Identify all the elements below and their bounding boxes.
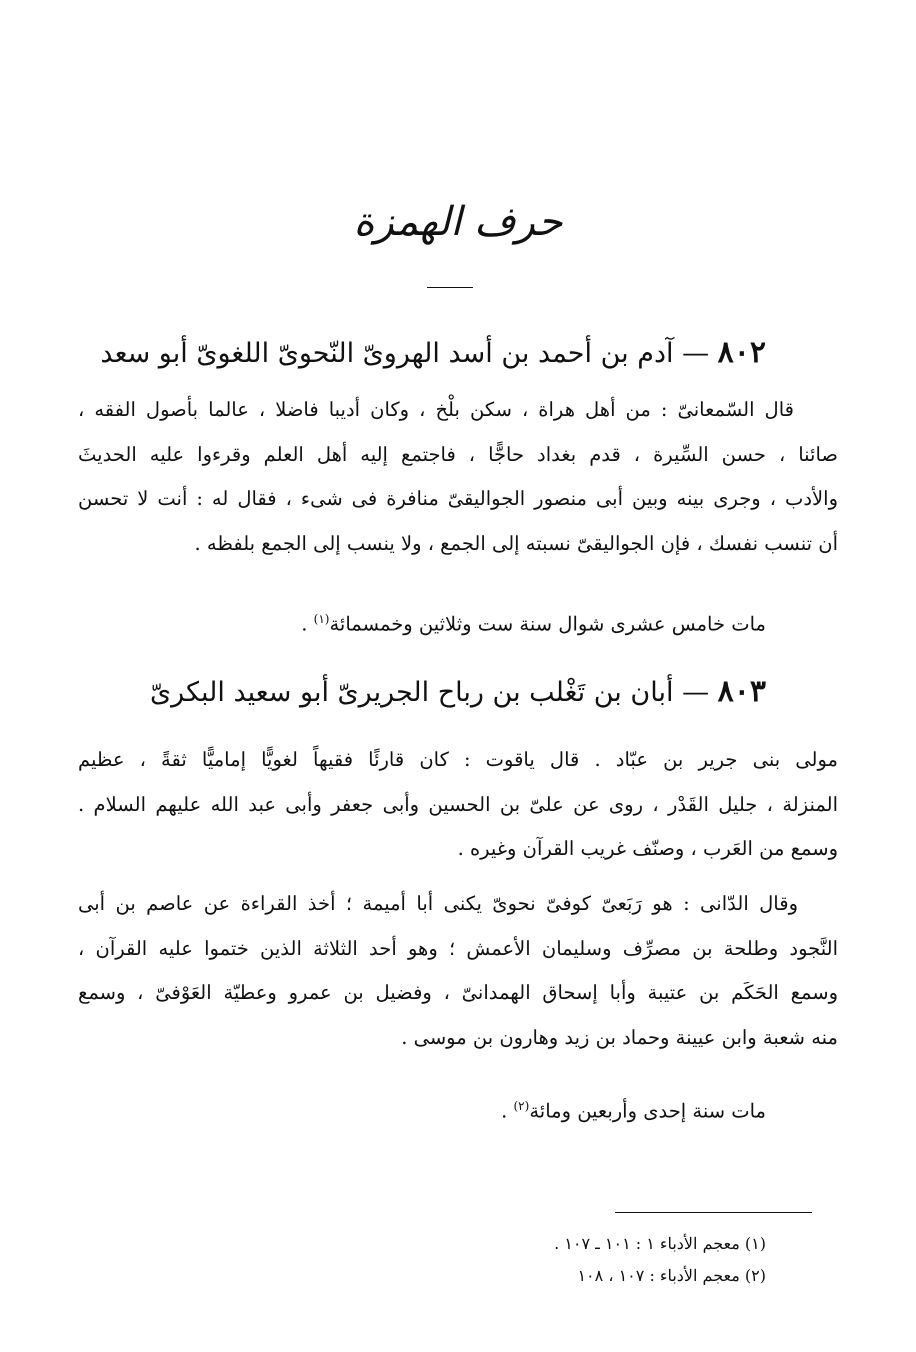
text-line: وقال الدّانى : هو رَبَعىّ كوفىّ نحوىّ يكنى أبا أميمة ؛ أخذ القراءة عن عاصم بن أبى [78,892,798,915]
text-line: صائنا ، حسن السِّيرة ، قدم بغداد حاجًّا ، فاجتمع إليه أهل العلم وقرءوا عليه الحديثَ [78,442,838,466]
text-line: المنزلة ، جليل القَدْر ، روى عن علىّ بن الحسين وأبى جعفر وأبى عبد الله عليهم السلام . [78,792,838,816]
entry-heading-802 [66,333,766,374]
entry-803-paragraph-2 [78,882,838,1060]
entry-heading-803 [66,672,766,713]
entry-dash: — [682,338,710,369]
footnote-divider [615,1212,812,1213]
entry-802-paragraph-2 [260,597,766,647]
text-line: النَّجود وطلحة بن مصرِّف وسليمان الأعمش ؛ وهو أحد الثلاثة الذين ختموا عليه القرآن ، [78,936,838,960]
death-text: مات سنة إحدى وأربعين ومائة [529,1099,766,1123]
text-line: قال السّمعانىّ : من أهل هراة ، سكن بلْخ ، وكان أديبا فاضلا ، عالما بأصول الفقه ، [78,398,794,421]
text-line [260,597,766,647]
entry-803-paragraph-3 [400,1084,766,1134]
text-line: والأدب ، وجرى بينه وبين أبى منصور الجواليقىّ منافرة فى شىء ، فقال له : أنت لا تحسن [78,487,838,510]
entry-dash: — [682,677,710,708]
entry-803-paragraph-1 [78,738,838,872]
entry-number: ٨٠٢ [717,335,766,370]
text-line: أن تنسب نفسك ، فإن الجواليقىّ نسبته إلى الجمع ، ولا ينسب إلى الجمع بلفظه . [194,531,838,555]
text-line: وسمع من العَرب ، وصنّف غريب القرآن وغيره . [457,837,838,860]
footnote-2: (٢) معجم الأدباء : ١٠٧ ، ١٠٨ [577,1266,766,1285]
title-divider [427,287,473,288]
footnote-ref: (٢) [513,1099,530,1113]
entry-802-paragraph-1 [78,388,838,566]
text-line: وسمع الحَكَم بن عتيبة وأبا إسحاق الهمدانىّ ، وفضيل بن عمرو وعطيّة العَوْفىّ ، وسمع [78,981,838,1004]
text-line: مولى بنى جرير بن عبّاد . قال ياقوت : كان قارئًا فقيهاً لغويًّا إماميًّا ثقةً ، عظيم [78,748,838,771]
text-line [400,1084,766,1134]
text-line: منه شعبة وابن عيينة وحماد بن زيد وهارون بن موسى . [401,1025,838,1049]
sentence-end: . [501,1099,514,1123]
footnote-1: (١) معجم الأدباء ١ : ١٠١ ـ ١٠٧ . [554,1234,766,1253]
chapter-title: حرف الهمزة [353,199,563,245]
entry-number: ٨٠٣ [717,674,766,709]
footnote-ref: (١) [313,612,330,626]
entry-title: آدم بن أحمد بن أسد الهروىّ النّحوىّ اللغوىّ أبو سعد [100,338,674,369]
entry-title: أبان بن تَغْلب بن رباح الجريرىّ أبو سعيد البكرىّ [150,677,674,708]
death-text: مات خامس عشرى شوال سنة ست وثلاثين وخمسمائة [329,612,766,636]
sentence-end: . [301,612,314,636]
